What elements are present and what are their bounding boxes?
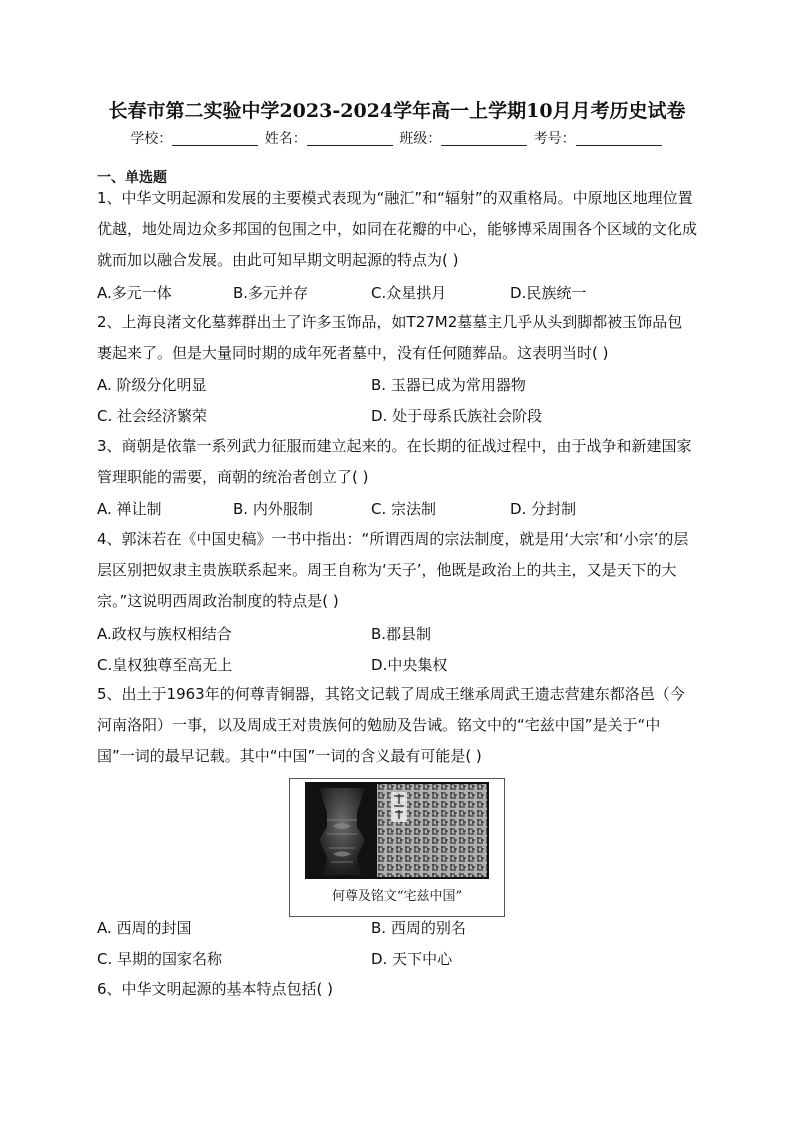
school-blank[interactable] (172, 131, 258, 146)
question-6-text: 6、中华文明起源的基本特点包括( ) (97, 980, 334, 998)
q4-option-d[interactable]: D.中央集权 (371, 656, 448, 674)
q5-option-c[interactable]: C. 早期的国家名称 (97, 950, 223, 968)
q1-option-b[interactable]: B.多元并存 (233, 284, 309, 302)
q2-option-d[interactable]: D. 处于母系氏族社会阶段 (371, 407, 543, 425)
q4-option-a[interactable]: A.政权与族权相结合 (97, 625, 232, 643)
question-1-text: 1、中华文明起源和发展的主要模式表现为“融汇”和“辐射”的双重格局。中原地区地理位置优越，地处周边众多邦国的包围之中，如同在花瓣的中心，能够博采周围各个区域的文化成就而加以融合发展。由此可知早期文明起源的特点为( ) (97, 189, 698, 269)
class-label: 班级： (399, 131, 442, 147)
q2-option-a[interactable]: A. 阶级分化明显 (97, 376, 207, 394)
q5-option-b[interactable]: B. 西周的别名 (371, 919, 466, 937)
exam-number-blank[interactable] (576, 131, 662, 146)
exam-number-label: 考号： (533, 131, 576, 147)
section-heading: 一、单选题 (97, 170, 167, 186)
q1-option-d[interactable]: D.民族统一 (510, 284, 587, 302)
q3-option-c[interactable]: C. 宗法制 (371, 500, 437, 518)
name-blank[interactable] (307, 131, 393, 146)
question-3-text: 3、商朝是依靠一系列武力征服而建立起来的。在长期的征战过程中，由于战争和新建国家管理职能的需要，商朝的统治者创立了( ) (97, 437, 692, 486)
question-4-text: 4、郭沫若在《中国史稿》一书中指出：“所谓西周的宗法制度，就是用‘大宗’和‘小宗’的层层区别把奴隶主贵族联系起来。周王自称为‘天子’，他既是政治上的共主，又是天下的大宗。”这说明西周政治制度的特点是( ) (97, 530, 689, 610)
q2-option-c[interactable]: C. 社会经济繁荣 (97, 407, 208, 425)
q2-option-b[interactable]: B. 玉器已成为常用器物 (371, 376, 526, 394)
q5-option-a[interactable]: A. 西周的封国 (97, 919, 192, 937)
school-label: 学校： (130, 131, 173, 147)
q1-option-c[interactable]: C.众星拱月 (371, 284, 447, 302)
q3-option-b[interactable]: B. 内外服制 (233, 500, 313, 518)
exam-title: 长春市第二实验中学2023-2024学年高一上学期10月月考历史试卷 (108, 100, 686, 122)
q3-option-d[interactable]: D. 分封制 (510, 500, 577, 518)
figure-caption: 何尊及铭文“宅兹中国” (331, 889, 463, 904)
he-zun-photo (305, 782, 489, 879)
q3-option-a[interactable]: A. 禅让制 (97, 500, 162, 518)
q1-option-a[interactable]: A.多元一体 (97, 284, 172, 302)
q5-option-d[interactable]: D. 天下中心 (371, 950, 453, 968)
he-zun-figure (289, 778, 505, 917)
question-5-text: 5、出土于1963年的何尊青铜器，其铭文记载了周成王继承周武王遗志营建东都洛邑（今河南洛阳）一事，以及周成王对贵族何的勉励及告诫。铭文中的“宅兹中国”是关于“中国”一词的最早记载。其中“中国”一词的含义最有可能是( ) (97, 685, 685, 765)
class-blank[interactable] (441, 131, 527, 146)
q4-option-c[interactable]: C.皇权独尊至高无上 (97, 656, 233, 674)
question-2-text: 2、上海良渚文化墓葬群出土了许多玉饰品，如T27M2墓墓主几乎从头到脚都被玉饰品包裹起来了。但是大量同时期的成年死者墓中，没有任何随葬品。这表明当时( ) (97, 313, 683, 362)
q4-option-b[interactable]: B.郡县制 (371, 625, 432, 643)
name-label: 姓名： (264, 131, 307, 147)
bronze-vessel-and-inscription-image (305, 782, 489, 879)
student-info-row (0, 128, 794, 148)
